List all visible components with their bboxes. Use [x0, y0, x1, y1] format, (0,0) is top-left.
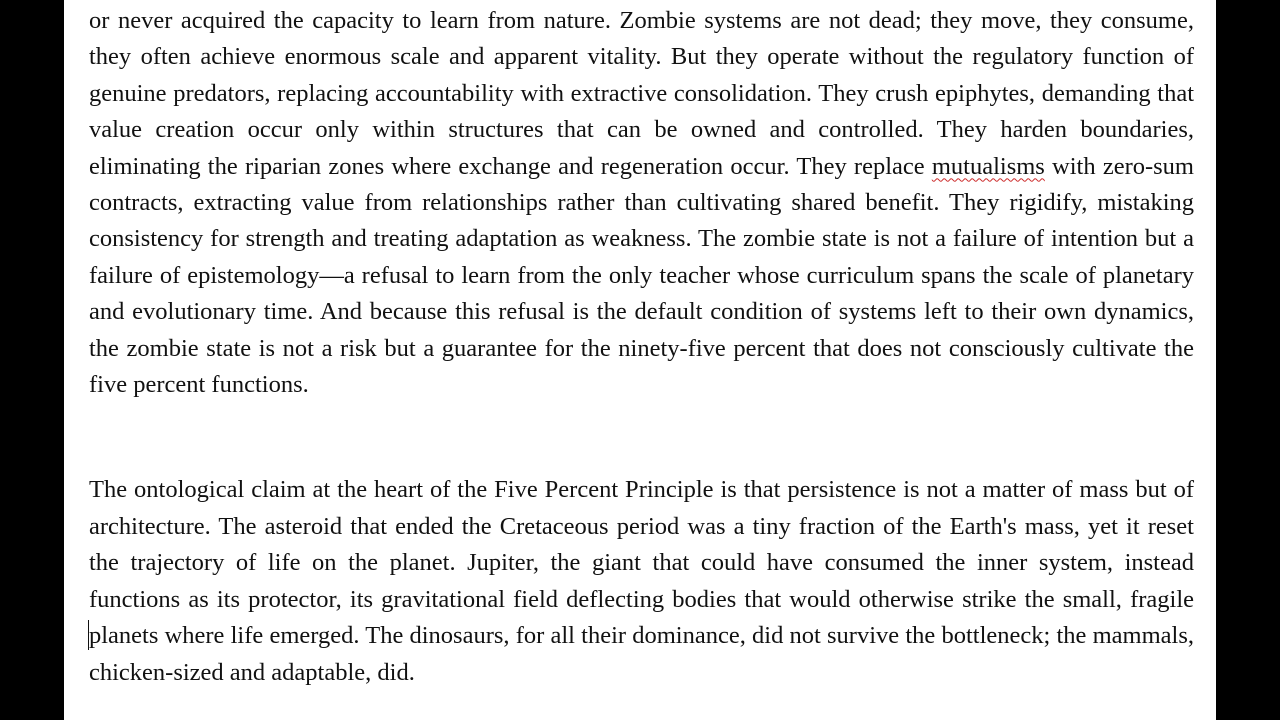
text-cursor — [88, 620, 89, 650]
paragraph-text: The ontological claim at the heart of the Five Percent Principle is that persistence is not a matter of mass but of architecture. The asteroid that ended the Cretaceous period was a tiny fraction of the Earth's mass, yet it reset the trajectory of life on the planet. Jupiter, the giant that could have consumed the inner system, instead functions as its protector, its gravitational field deflecting bodies that would otherwise strike the small, fragile planets where life emerged. The dinosaurs, for all their dominance, did not survive the bottleneck; the mammals, chicken-sized and adaptable, did. — [89, 476, 1194, 686]
paragraph-text-after: with zero-sum contracts, extracting value from relationships rather than cultivating shared benefit. They rigidify, mistaking consistency for strength and treating adaptation as weakness. The zombie state is not a failure of intention but a failure of epistemology—a refusal to learn from the only teacher whose curriculum spans the scale of planetary and evolutionary time. And because this refusal is the default condition of systems left to their own dynamics, the zombie state is not a risk but a guarantee for the ninety-five percent that does not consciously cultivate the five percent functions. — [89, 152, 1194, 399]
paragraph-text-before: or never acquired the capacity to learn from nature. Zombie systems are not dead; they move, they consume, they often achieve enormous scale and apparent vitality. But they operate without the regulatory function of genuine predators, replacing accountability with extractive consolidation. They crush epiphytes, demanding that value creation occur only within structures that can be owned and controlled. They harden boundaries, eliminating the riparian zones where exchange and regeneration occur. They replace — [89, 7, 1194, 180]
empty-line[interactable] — [89, 403, 1194, 472]
paragraph-zombie-systems[interactable] — [89, 3, 1194, 403]
paragraph-five-percent-principle[interactable] — [89, 472, 1194, 690]
document-page[interactable] — [64, 0, 1216, 720]
spellcheck-flagged-word[interactable]: mutualisms — [931, 152, 1045, 180]
document-body[interactable] — [89, 3, 1194, 691]
